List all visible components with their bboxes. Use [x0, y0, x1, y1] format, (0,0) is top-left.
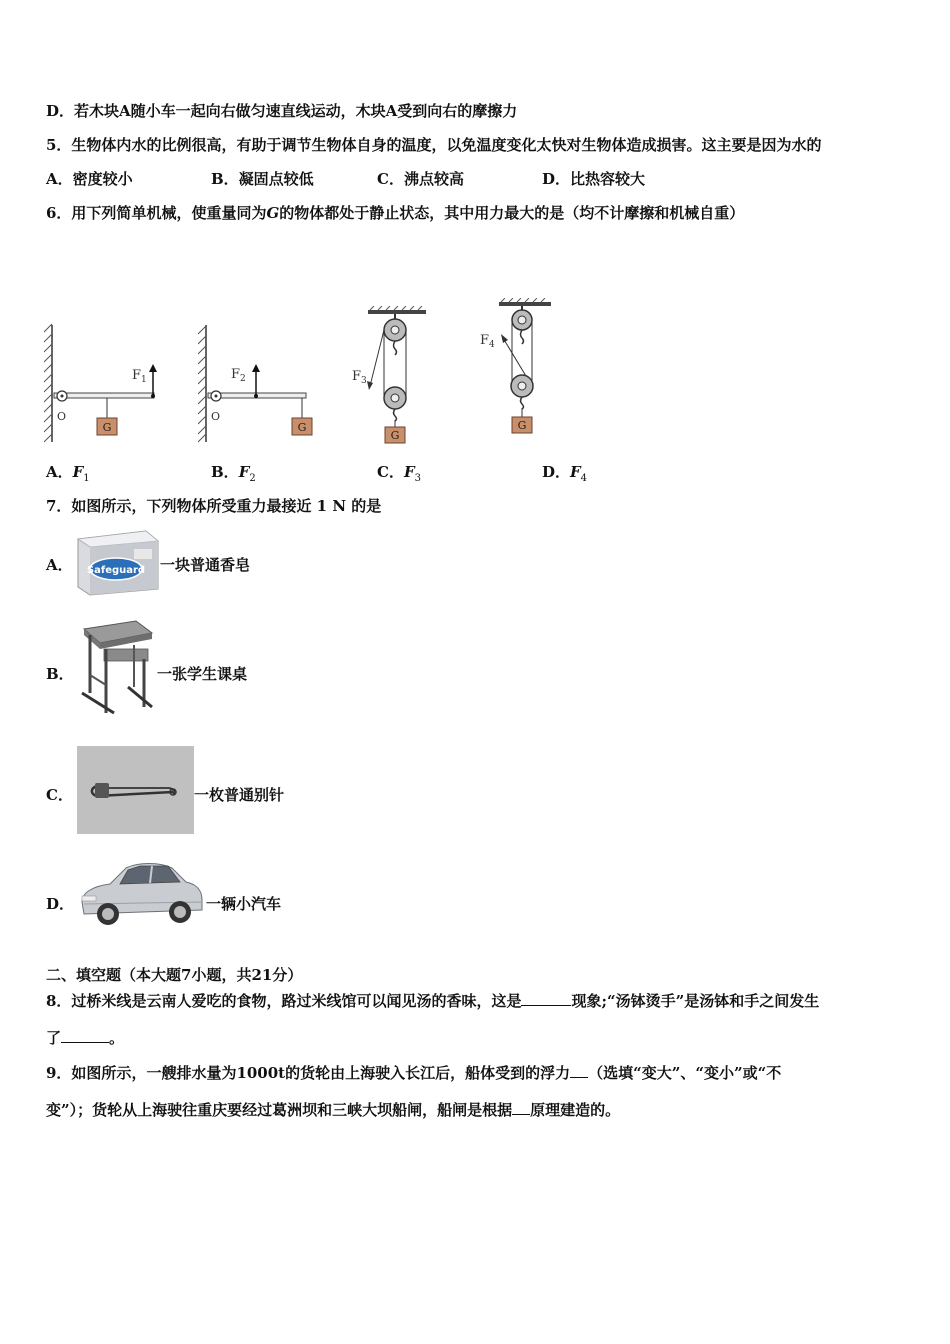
q6-option-b: B．$F_2$	[211, 463, 256, 484]
q8-blank-1	[521, 990, 571, 1006]
q5-stem: 5．生物体内水的比例很高，有助于调节生物体自身的温度，以免温度变化太快对生物体造成损害。这主要是因为水的	[46, 136, 822, 154]
weight-label: G	[297, 421, 307, 434]
q9-blank-1	[570, 1062, 588, 1078]
q7-option-b-letter: B．	[46, 665, 74, 683]
force-label-f1: $F_1$	[132, 368, 147, 385]
q7-option-c-caption: 一枚普通别针	[194, 786, 285, 804]
q9-line-2: 变”）；货轮从上海驶往重庆要经过葛洲坝和三峡大坝船闸，船闸是根据 原理建造的。	[46, 1101, 621, 1119]
q7-option-a-letter: A．	[46, 556, 73, 574]
q7-option-c-letter: C．	[46, 786, 73, 804]
q5-option-b: B．凝固点较低	[211, 170, 314, 188]
q5-option-c: C．沸点较高	[377, 170, 464, 188]
q6-option-c: C．$F_3$	[377, 463, 421, 484]
weight-label: G	[517, 419, 527, 432]
force-label-f2: $F_2$	[231, 367, 246, 384]
pivot-label: O	[211, 410, 221, 423]
q8-blank-2	[61, 1027, 109, 1043]
q7-option-a-caption: 一块普通香皂	[160, 556, 251, 574]
pulley-figure-4	[475, 298, 560, 438]
q7-stem: 7．如图所示，下列物体所受重力最接近 1 N 的是	[46, 497, 382, 515]
q7-option-d-caption: 一辆小汽车	[206, 895, 282, 913]
q5-option-a: A．密度较小	[46, 170, 133, 188]
lever-figure-1	[44, 320, 174, 445]
pulley-figure-3	[350, 306, 435, 446]
car-icon	[76, 856, 206, 931]
q4-option-d: D．若木块A随小车一起向右做匀速直线运动，木块A受到向右的摩擦力	[46, 102, 518, 120]
q9-blank-2	[512, 1099, 530, 1115]
q5-option-d: D．比热容较大	[542, 170, 646, 188]
weight-label: G	[390, 429, 400, 442]
section2-heading: 二、填空题（本大题7小题，共21分）	[46, 966, 303, 984]
soap-brand-label: Safeguard	[86, 565, 146, 576]
lever-figure-2	[198, 322, 323, 447]
q7-option-b-caption: 一张学生课桌	[157, 665, 248, 683]
q8-line-1: 8．过桥米线是云南人爱吃的食物，路过米线馆可以闻见汤的香味，这是 现象;“汤钵烫手”是汤钵和手之间发生	[46, 992, 820, 1010]
soap-box-icon	[74, 529, 160, 597]
q7-option-d-letter: D．	[46, 895, 75, 913]
q6-stem: 6．用下列简单机械，使重量同为G的物体都处于静止状态，其中用力最大的是（均不计摩擦和机械自重）	[46, 204, 745, 222]
desk-icon	[78, 615, 154, 717]
q6-option-a: A．$F_1$	[46, 463, 90, 484]
pivot-label: O	[57, 410, 67, 423]
force-label-f3: $F_3$	[352, 369, 367, 386]
weight-label: G	[102, 421, 112, 434]
force-label-f4: $F_4$	[480, 333, 495, 350]
safety-pin-icon	[77, 746, 194, 834]
q8-line-2: 了 。	[46, 1029, 125, 1047]
q9-line-1: 9．如图所示，一艘排水量为1000t的货轮由上海驶入长江后，船体受到的浮力 （选填“变大”、“变小”或“不	[46, 1064, 782, 1082]
q6-option-d: D．$F_4$	[542, 463, 588, 484]
